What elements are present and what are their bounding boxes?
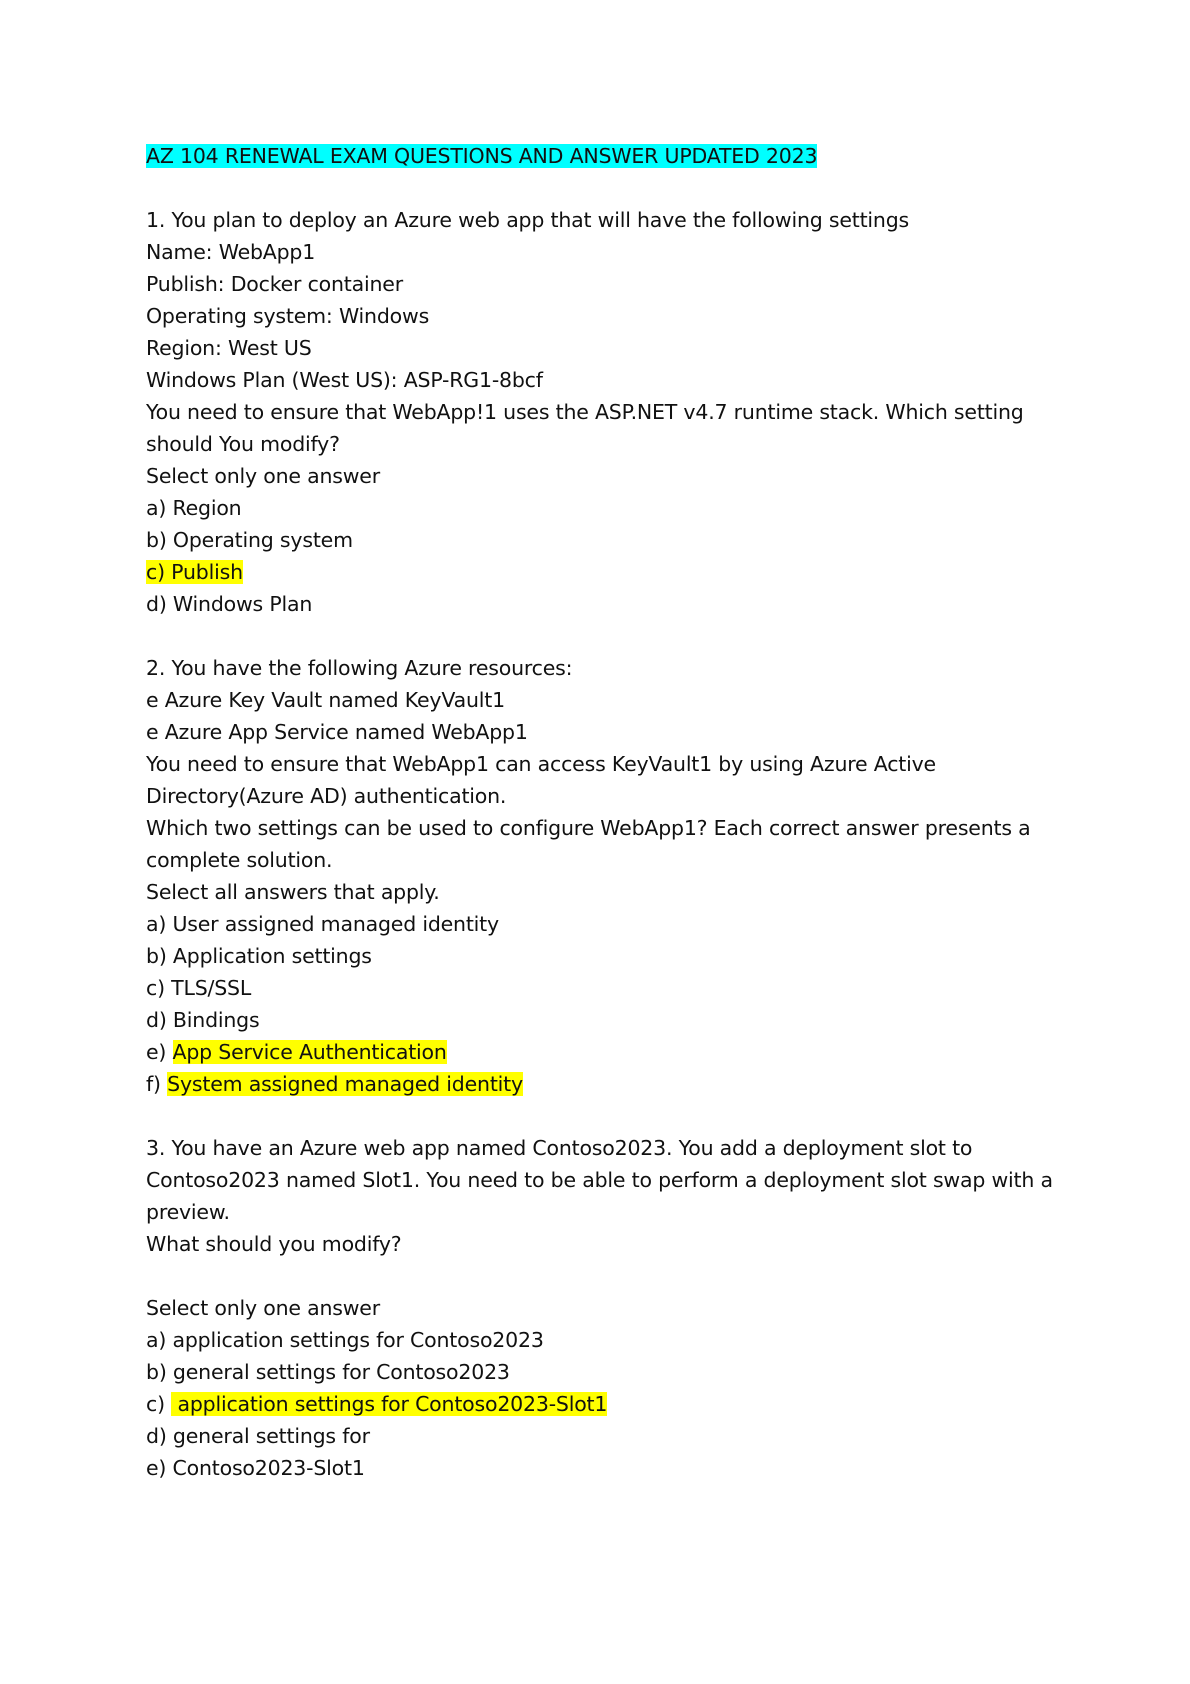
q2-line: Which two settings can be used to configure WebApp1? Each correct answer presents a <box>146 816 1031 840</box>
question-1 <box>146 204 1046 620</box>
q1-line: Region: West US <box>146 336 312 360</box>
q1-highlighted-answer: c) Publish <box>146 560 243 584</box>
q1-line: Name: WebApp1 <box>146 240 316 264</box>
q3-line: 3. You have an Azure web app named Contoso2023. You add a deployment slot to <box>146 1136 973 1160</box>
question-2 <box>146 652 1046 1100</box>
q3-option-b: b) general settings for Contoso2023 <box>146 1360 510 1384</box>
q3-select-instruction: Select only one answer <box>146 1296 380 1320</box>
q3-line: preview. <box>146 1200 230 1224</box>
q1-line: Operating system: Windows <box>146 304 430 328</box>
q2-option-f-prefix: f) <box>146 1072 168 1096</box>
spacer <box>146 1100 1046 1132</box>
q3-option-c-answer <box>146 1388 1046 1420</box>
q2-option-b: b) Application settings <box>146 944 372 968</box>
q2-line: You need to ensure that WebApp1 can access KeyVault1 by using Azure Active <box>146 752 936 776</box>
q2-line: e Azure Key Vault named KeyVault1 <box>146 688 505 712</box>
q1-line: You need to ensure that WebApp!1 uses the ASP.NET v4.7 runtime stack. Which setting <box>146 400 1024 424</box>
q1-line: should You modify? <box>146 432 340 456</box>
q1-option-d: d) Windows Plan <box>146 592 313 616</box>
q1-option-a: a) Region <box>146 496 242 520</box>
q2-option-f-answer <box>146 1068 1046 1100</box>
q2-line: e Azure App Service named WebApp1 <box>146 720 528 744</box>
q3-option-c-prefix: c) <box>146 1392 172 1416</box>
q3-option-e: e) Contoso2023-Slot1 <box>146 1456 365 1480</box>
q3-line: Contoso2023 named Slot1. You need to be able to perform a deployment slot swap with a <box>146 1168 1053 1192</box>
q1-option-c-answer <box>146 556 1046 588</box>
q1-line: 1. You plan to deploy an Azure web app that will have the following settings <box>146 208 910 232</box>
q3-highlighted-answer: application settings for Contoso2023-Slot1 <box>171 1392 608 1416</box>
q2-option-e-prefix: e) <box>146 1040 173 1064</box>
spacer <box>146 1260 1046 1292</box>
q1-option-b: b) Operating system <box>146 528 353 552</box>
q2-option-a: a) User assigned managed identity <box>146 912 499 936</box>
q2-highlighted-answer-e: App Service Authentication <box>172 1040 447 1064</box>
q3-option-a: a) application settings for Contoso2023 <box>146 1328 544 1352</box>
q3-option-d: d) general settings for <box>146 1424 370 1448</box>
q2-option-d: d) Bindings <box>146 1008 260 1032</box>
q1-line: Publish: Docker container <box>146 272 403 296</box>
title-line <box>146 140 1046 172</box>
document-title: AZ 104 RENEWAL EXAM QUESTIONS AND ANSWER UPDATED 2023 <box>146 144 818 168</box>
q2-line: Select all answers that apply. <box>146 880 440 904</box>
q2-option-e-answer <box>146 1036 1046 1068</box>
spacer <box>146 620 1046 652</box>
q1-line: Windows Plan (West US): ASP-RG1-8bcf <box>146 368 543 392</box>
q2-line: complete solution. <box>146 848 333 872</box>
q2-highlighted-answer-f: System assigned managed identity <box>167 1072 523 1096</box>
q3-line: What should you modify? <box>146 1232 402 1256</box>
document-body <box>146 140 1053 1484</box>
q2-line: 2. You have the following Azure resources: <box>146 656 573 680</box>
q2-option-c: c) TLS/SSL <box>146 976 252 1000</box>
q2-line: Directory(Azure AD) authentication. <box>146 784 507 808</box>
question-3 <box>146 1132 1053 1484</box>
q1-line: Select only one answer <box>146 464 380 488</box>
spacer <box>146 172 1046 204</box>
